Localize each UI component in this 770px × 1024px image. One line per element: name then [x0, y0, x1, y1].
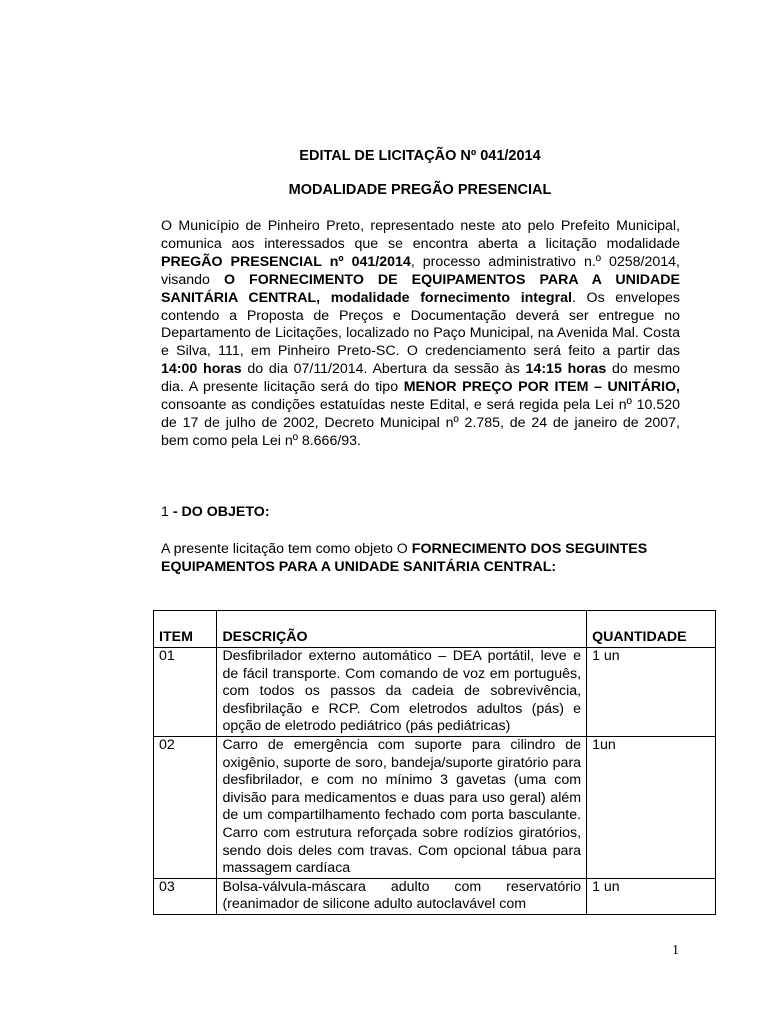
- row-description: Desfibrilador externo automático – DEA portátil, leve e de fácil transporte. Com comando de voz em português, com todos os passos da cadeia de sobrevivência, desfibrilação e RCP. Com eletrodos adultos (pás) e opção de eletrodo pediátrico (pás pediátricas): [217, 648, 587, 737]
- intro-bold: 14:00 horas: [161, 361, 242, 378]
- document-title: EDITAL DE LICITAÇÃO Nº 041/2014: [299, 148, 541, 164]
- intro-bold: MENOR PREÇO POR ITEM – UNITÁRIO,: [403, 379, 680, 396]
- intro-bold: 14:15 horas: [525, 361, 607, 378]
- objeto-text: A presente licitação tem como objeto O: [161, 541, 412, 557]
- items-table: [153, 610, 716, 915]
- intro-text: , processo administrativo n.º 0258/2014, visando: [161, 253, 680, 288]
- section-number: 1: [161, 504, 173, 520]
- document-subtitle: MODALIDADE PREGÃO PRESENCIAL: [288, 182, 552, 198]
- section-title: - DO OBJETO:: [172, 504, 270, 520]
- header-description: DESCRIÇÃO: [217, 611, 587, 648]
- row-item: 01: [154, 648, 217, 737]
- row-description: Carro de emergência com suporte para cilindro de oxigênio, suporte de soro, bandeja/suporte giratório para desfibrilador, e com no mínimo 3 gavetas (uma com divisão para medicamentos e duas para uso geral) além de um compartilhamento fechado com porta basculante. Carro com estrutura reforçada sobre rodízios giratórios, sendo dois deles com travas. Com opcional tábua para massagem cardíaca: [217, 736, 587, 878]
- intro-bold: O FORNECIMENTO DE EQUIPAMENTOS PARA A UNIDADE SANITÁRIA CENTRAL, modalidade fornecimento integral: [161, 271, 681, 306]
- intro-text: . Os envelopes contendo a Proposta de Preços e Documentação deverá ser entregue no Departamento de Licitações, localizado no Paço Municipal, na Avenida Mal. Costa e Silva, 111, em Pinheiro Preto-SC. O credenciamento será feito a partir das: [161, 289, 680, 360]
- row-item: 03: [154, 878, 217, 914]
- page-number: 1: [672, 943, 679, 958]
- intro-text: consoante as condições estatuídas neste Edital, e será regida pela Lei nº 10.520 de 17 de julho de 2002, Decreto Municipal nº 2.785, de 24 de janeiro de 2007, bem como pela Lei nº 8.666/93.: [161, 397, 680, 449]
- table-header-row: [154, 611, 716, 648]
- row-quantity: 1 un: [587, 878, 716, 914]
- header-item: ITEM: [154, 611, 217, 648]
- row-item: 02: [154, 736, 217, 878]
- objeto-paragraph: [161, 540, 691, 576]
- table-row: [154, 736, 716, 878]
- intro-text: do dia 07/11/2014. Abertura da sessão às: [241, 361, 526, 378]
- intro-text: O Município de Pinheiro Preto, representado neste ato pelo Prefeito Municipal, comunica aos interessados que se encontra aberta a licitação modalidade: [161, 218, 680, 252]
- row-description: Bolsa-válvula-máscara adulto com reservatório (reanimador de silicone adulto autoclavável com: [217, 878, 587, 914]
- objeto-bold: FORNECIMENTO DOS SEGUINTES EQUIPAMENTOS PARA A UNIDADE SANITÁRIA CENTRAL:: [161, 541, 648, 575]
- table-row: [154, 878, 716, 914]
- intro-bold: PREGÃO PRESENCIAL nº 041/2014: [161, 253, 411, 270]
- section-heading: [161, 504, 270, 520]
- table-row: [154, 648, 716, 737]
- intro-paragraph: [161, 218, 680, 451]
- row-quantity: 1 un: [587, 648, 716, 737]
- header-quantity: QUANTIDADE: [587, 611, 716, 648]
- intro-text: do mesmo dia. A presente licitação será do tipo: [161, 361, 680, 396]
- row-quantity: 1un: [587, 736, 716, 878]
